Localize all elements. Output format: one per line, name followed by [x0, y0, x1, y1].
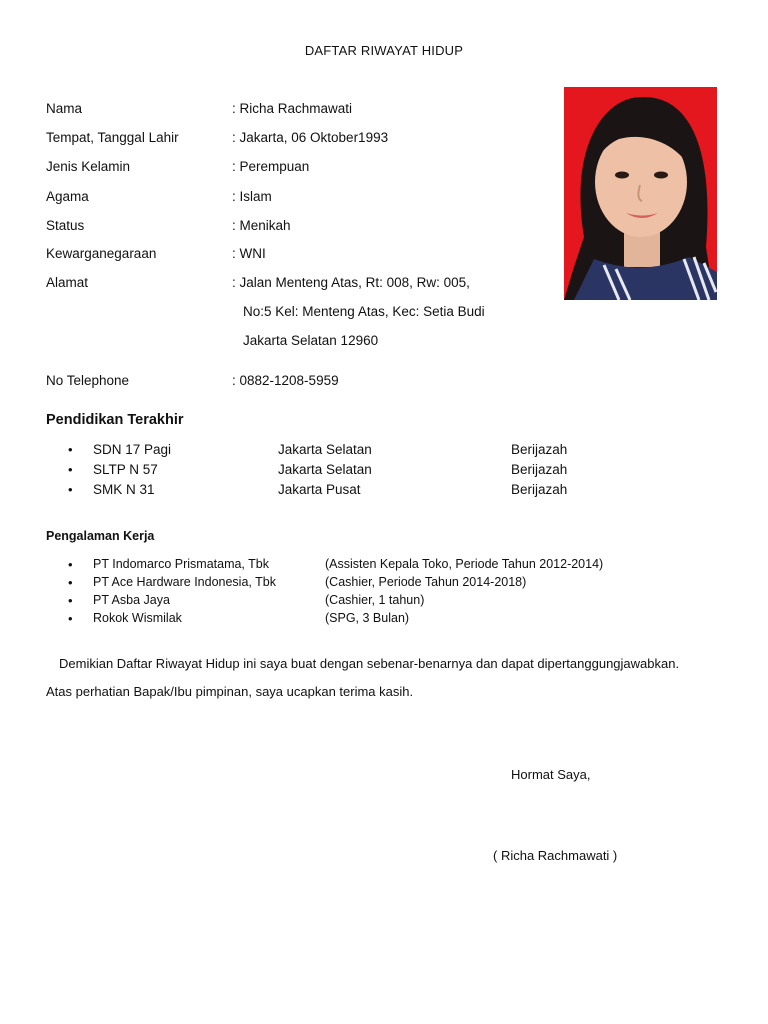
status-label: Status	[46, 218, 85, 233]
work-role: (Cashier, Periode Tahun 2014-2018)	[325, 575, 527, 589]
bullet-icon: •	[68, 462, 73, 477]
signature-name: ( Richa Rachmawati )	[493, 848, 618, 863]
name-value: : Richa Rachmawati	[232, 101, 353, 116]
phone-label: No Telephone	[46, 373, 130, 388]
address-line-3: Jakarta Selatan 12960	[243, 333, 379, 348]
religion-value: : Islam	[232, 189, 272, 204]
gender-label: Jenis Kelamin	[46, 159, 131, 174]
address-value: : Jalan Menteng Atas, Rt: 008, Rw: 005,	[232, 275, 470, 290]
birth-label: Tempat, Tanggal Lahir	[46, 130, 179, 145]
education-note: Berijazah	[511, 482, 568, 497]
education-city: Jakarta Selatan	[278, 442, 372, 457]
citizenship-label: Kewarganegaraan	[46, 246, 157, 261]
portrait-photo-icon	[564, 87, 717, 300]
work-company: PT Asba Jaya	[93, 593, 170, 607]
work-company: PT Ace Hardware Indonesia, Tbk	[93, 575, 276, 589]
work-heading: Pengalaman Kerja	[46, 529, 155, 543]
status-value: : Menikah	[232, 218, 291, 233]
address-label: Alamat	[46, 275, 89, 290]
bullet-icon: •	[68, 557, 73, 572]
bullet-icon: •	[68, 482, 73, 497]
gender-value: : Perempuan	[232, 159, 310, 174]
citizenship-value: : WNI	[232, 246, 266, 261]
bullet-icon: •	[68, 442, 73, 457]
education-school: SDN 17 Pagi	[93, 442, 172, 457]
education-note: Berijazah	[511, 462, 568, 477]
work-role: (Assisten Kepala Toko, Periode Tahun 2012-2014)	[325, 557, 604, 571]
closing-regards: Hormat Saya,	[511, 767, 591, 782]
name-label: Nama	[46, 101, 83, 116]
address-line-2: No:5 Kel: Menteng Atas, Kec: Setia Budi	[243, 304, 485, 319]
education-city: Jakarta Pusat	[278, 482, 361, 497]
work-role: (Cashier, 1 tahun)	[325, 593, 425, 607]
religion-label: Agama	[46, 189, 89, 204]
birth-value: : Jakarta, 06 Oktober1993	[232, 130, 389, 145]
work-role: (SPG, 3 Bulan)	[325, 611, 410, 625]
bullet-icon: •	[68, 611, 73, 626]
bullet-icon: •	[68, 593, 73, 608]
page-title: DAFTAR RIWAYAT HIDUP	[304, 43, 464, 58]
education-school: SLTP N 57	[93, 462, 158, 477]
work-company: Rokok Wismilak	[93, 611, 182, 625]
bullet-icon: •	[68, 575, 73, 590]
phone-value: : 0882-1208-5959	[232, 373, 339, 388]
closing-statement: Demikian Daftar Riwayat Hidup ini saya buat dengan sebenar-benarnya dan dapat dipertanggungjawabkan.	[59, 656, 680, 671]
education-school: SMK N 31	[93, 482, 155, 497]
education-heading: Pendidikan Terakhir	[46, 412, 184, 428]
education-city: Jakarta Selatan	[278, 462, 372, 477]
closing-thanks: Atas perhatian Bapak/Ibu pimpinan, saya ucapkan terima kasih.	[46, 684, 414, 699]
work-company: PT Indomarco Prismatama, Tbk	[93, 557, 269, 571]
education-note: Berijazah	[511, 442, 568, 457]
